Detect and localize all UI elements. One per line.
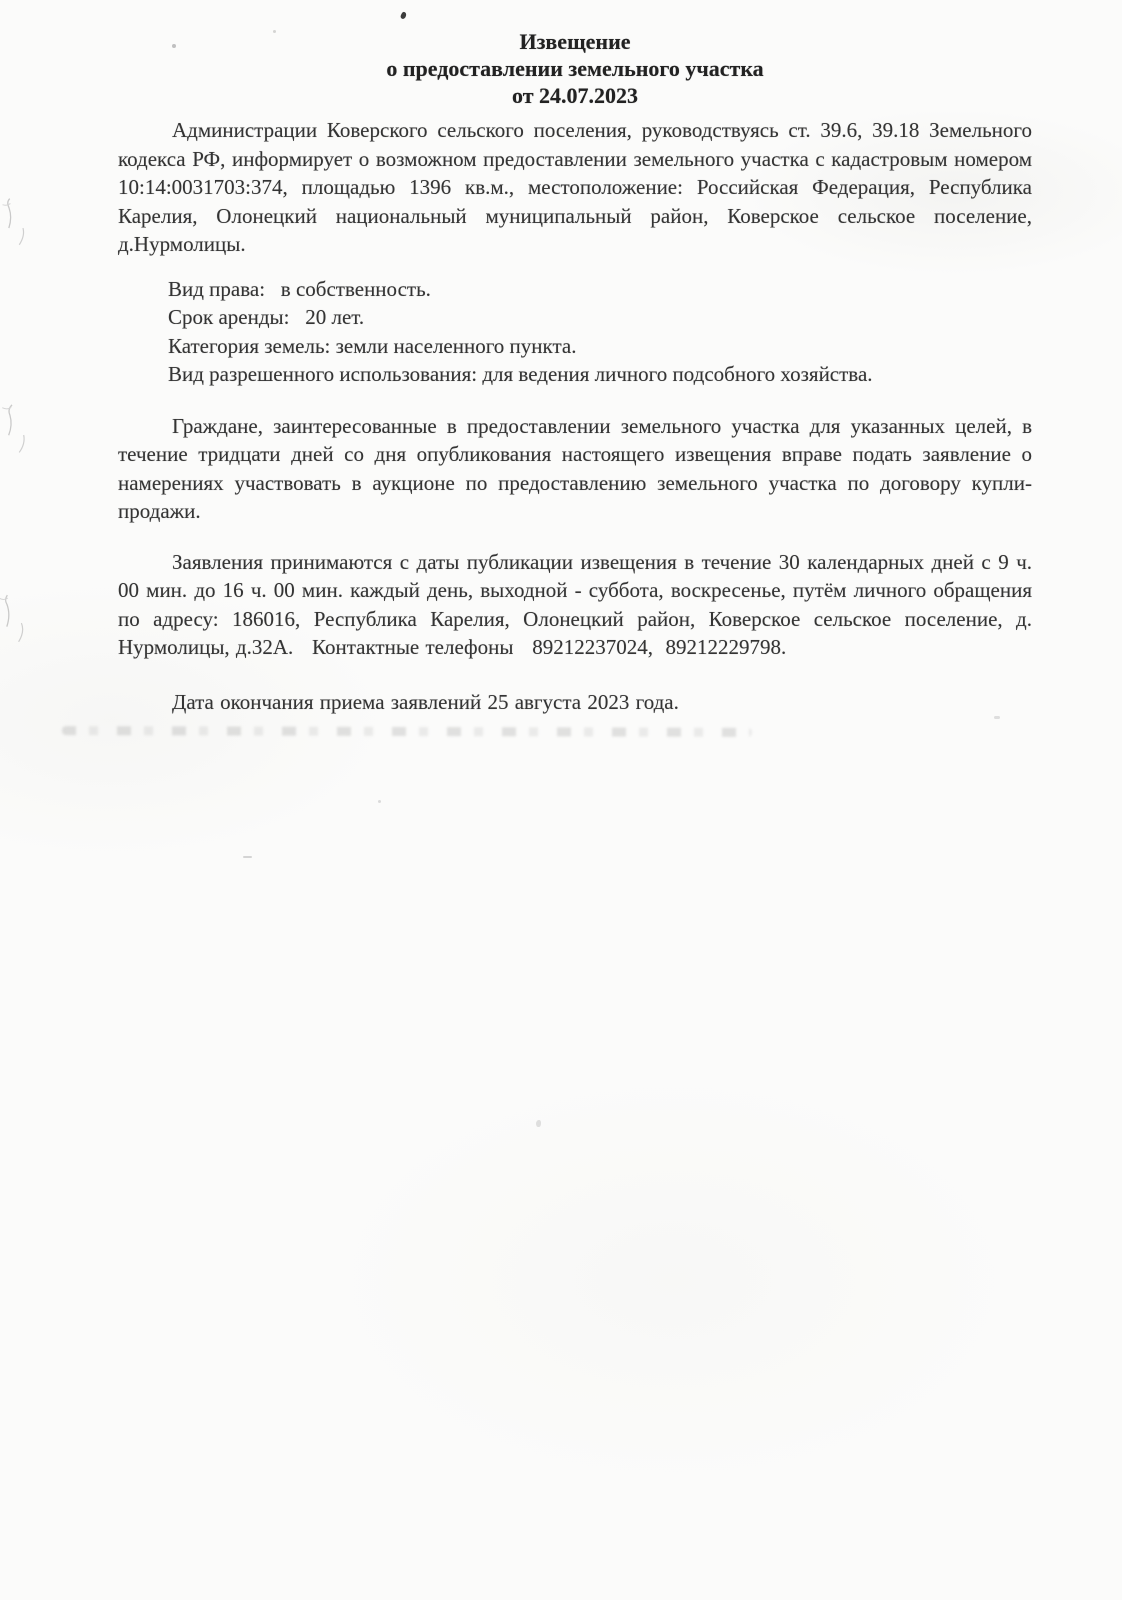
scan-speck (994, 716, 1000, 719)
scan-speck (243, 856, 252, 858)
scan-speck (273, 30, 276, 33)
scan-speck (172, 44, 176, 48)
detail-lease-term: Срок аренды: 20 лет. (168, 305, 365, 329)
intro-paragraph: Администрации Коверского сельского поселения, руководствуясь ст. 39.6, 39.18 Земельного кодекса РФ, информирует о возможном предоставлении земельного участка с кадастровым номером 10:14:0031703:374, площадью 1396 кв.м., местоположение: Российская Федерация, Республика Карелия, Олонецкий национальный муниципальный район, Коверское сельское поселение, д.Нурмолицы. (118, 118, 1032, 256)
detail-right-type: Вид права: в собственность. (168, 276, 431, 301)
scan-speck (378, 800, 381, 803)
pencil-scribble-mark (0, 189, 48, 252)
detail-permitted-use: Вид разрешенного использования: для ведения личного подсобного хозяйства. (168, 362, 873, 386)
notice-subtitle: о предоставлении земельного участка (386, 56, 764, 81)
scan-speck (400, 11, 408, 20)
pencil-scribble-mark (0, 583, 47, 647)
detail-land-category: Категория земель: земли населенного пункта. (168, 333, 577, 358)
notice-date: от 24.07.2023 (511, 83, 639, 108)
applications-paragraph: Заявления принимаются с даты публикации извещения в течение 30 календарных дней с 9 ч. 00 мин. до 16 ч. 00 мин. каждый день, выходной - суббота, воскресенье, путём личного обращения по адресу: 186016, Республика Карелия, Олонецкий район, Коверское сельское поселение, д. Нурмолицы, д.32А. Контактные телефоны 89212237024, 89212229798. (118, 549, 1032, 659)
pencil-scribble-mark (0, 396, 46, 457)
deadline-paragraph: Дата окончания приема заявлений 25 августа 2023 года. (172, 689, 679, 714)
plot-details-list (168, 275, 1032, 389)
document-content (118, 28, 1032, 716)
notice-title: Извещение (519, 29, 631, 54)
title-block (118, 28, 1032, 109)
citizens-paragraph: Граждане, заинтересованные в предоставлении земельного участка для указанных целей, в течение тридцати дней со дня опубликования настоящего извещения вправе подать заявление о намерениях участвовать в аукционе по предоставлению земельного участка по договору купли-продажи. (118, 413, 1032, 523)
scan-speck (536, 1120, 541, 1127)
scan-smudge-band (62, 726, 752, 737)
